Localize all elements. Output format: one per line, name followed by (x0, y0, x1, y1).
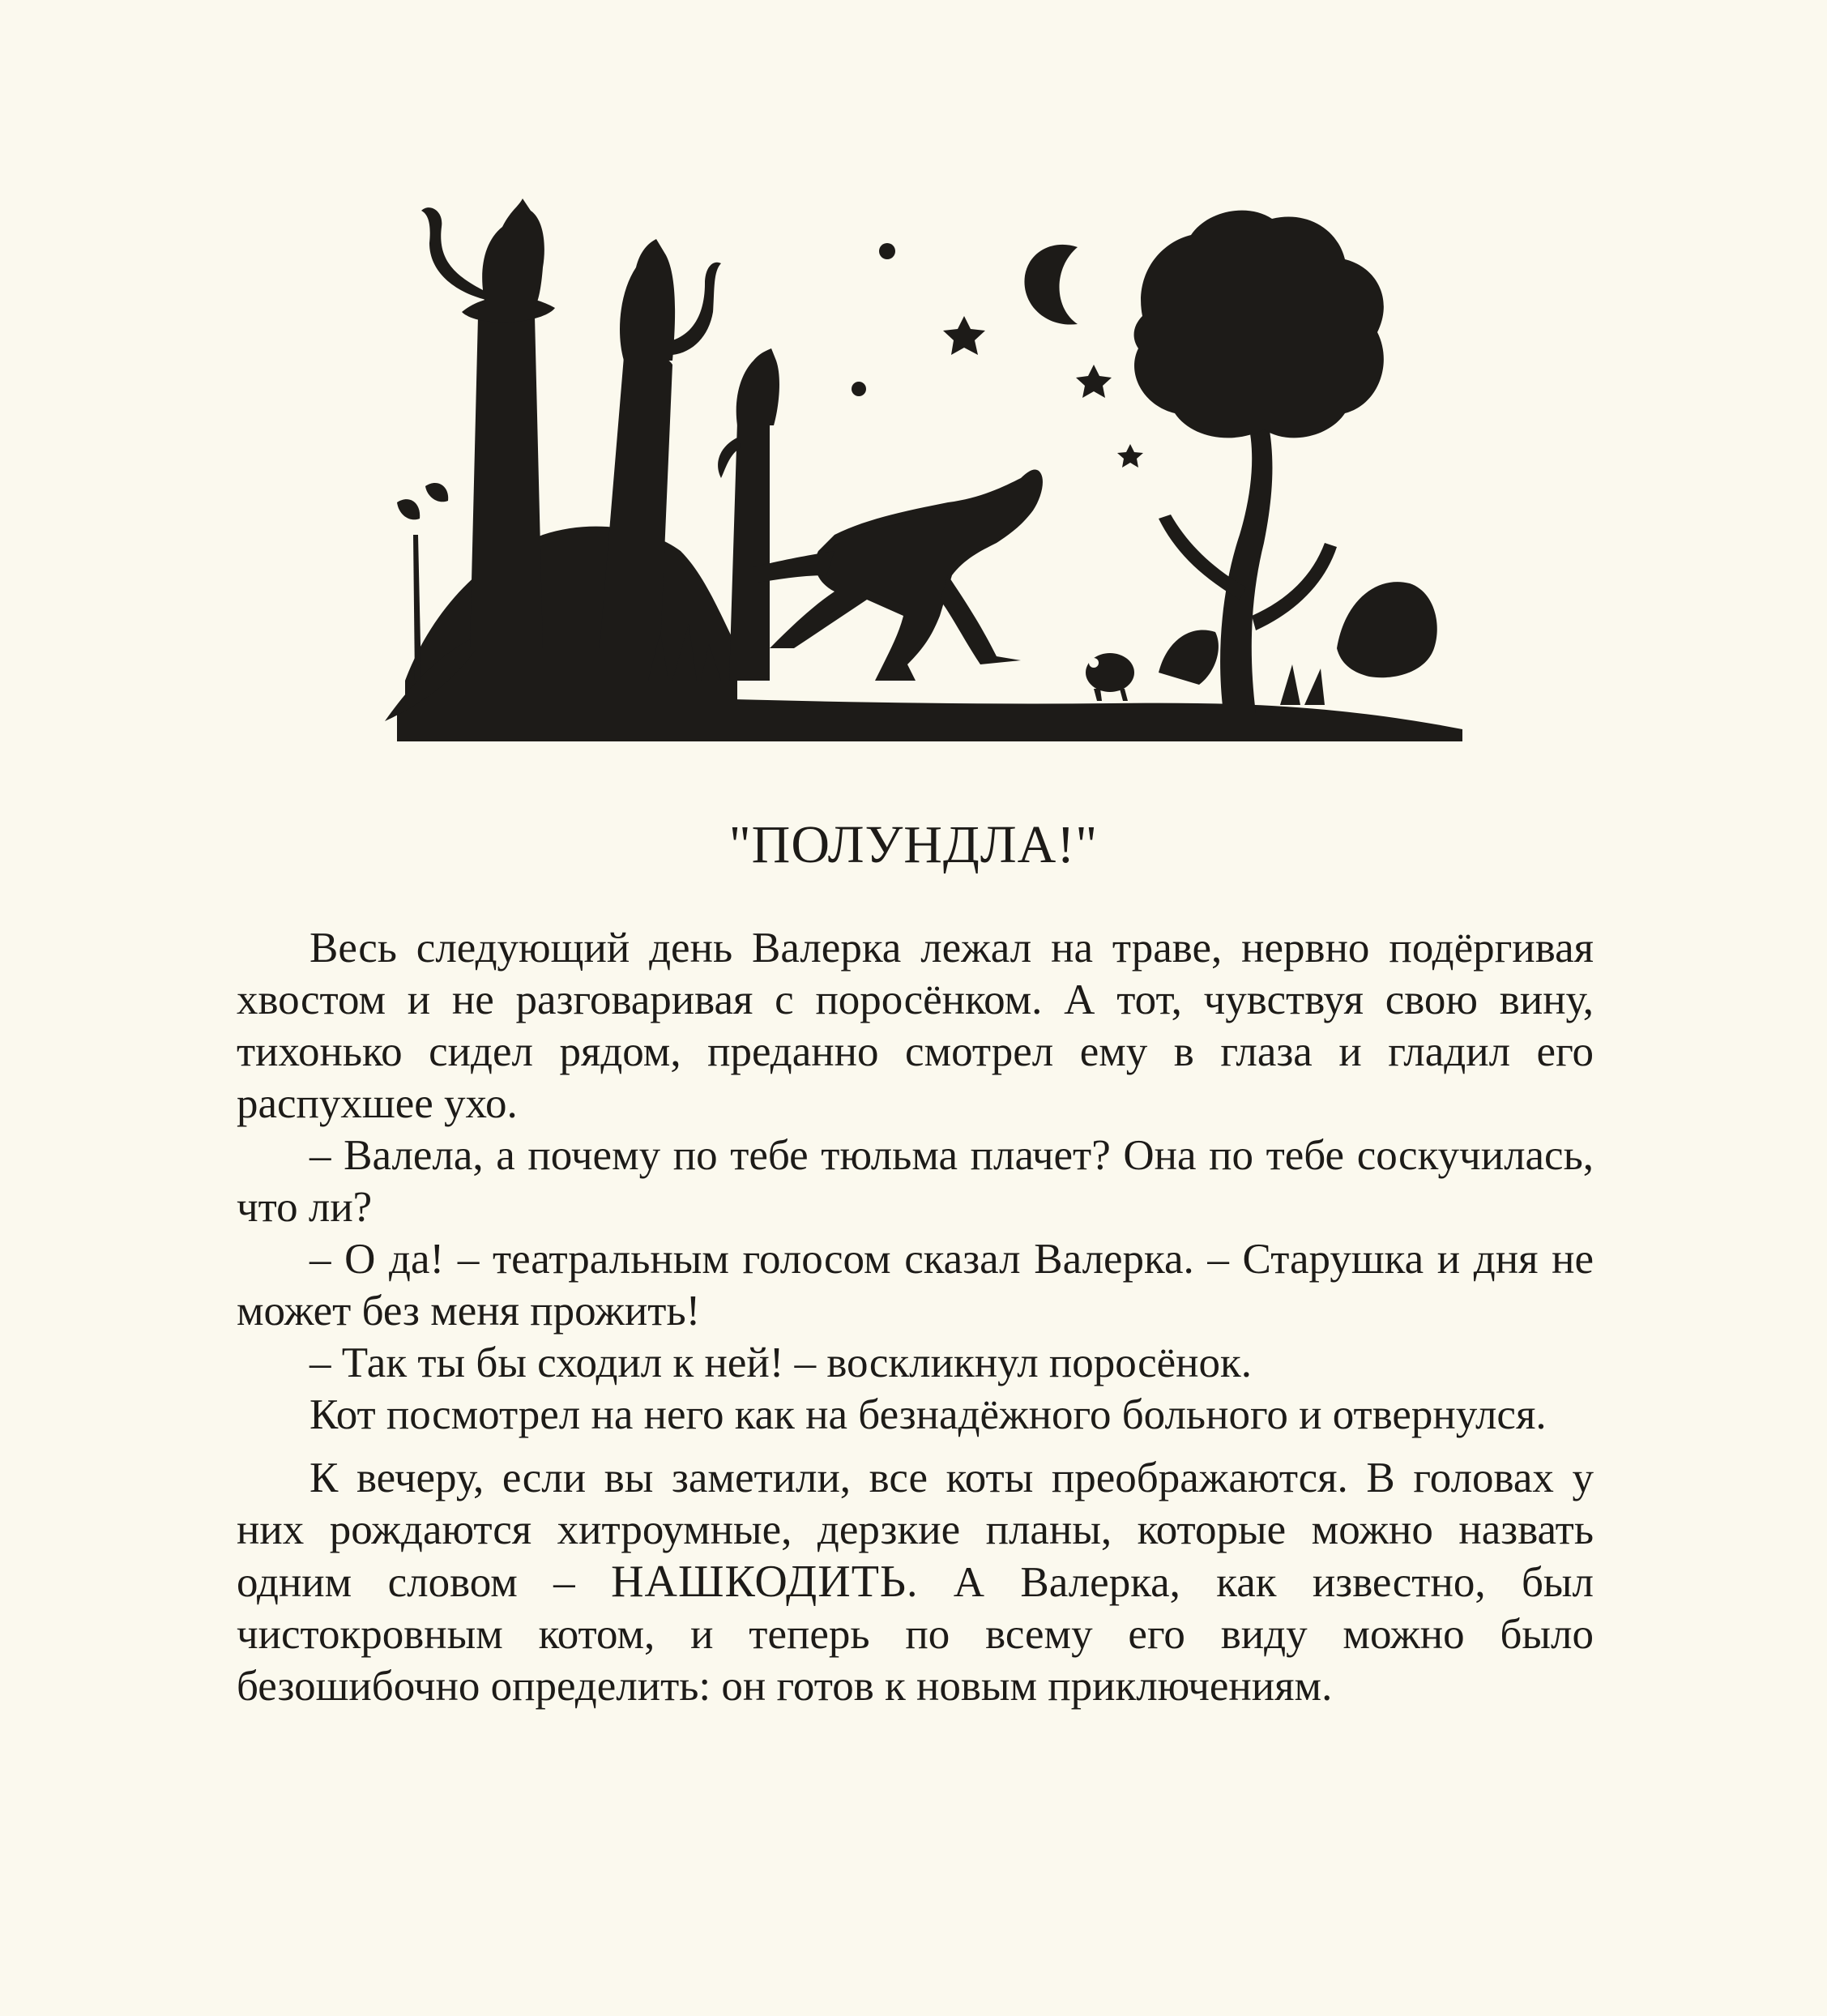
silhouette-illustration (381, 194, 1466, 754)
emphasized-word: НАШКОДИТЬ (611, 1557, 907, 1607)
night-scene-icon (381, 194, 1466, 754)
paragraph: Весь следующий день Валерка лежал на траве, нервно подёргивая хвостом и не разговаривая с поросёнком. А тот, чувствуя свою вину, тихонько сидел рядом, преданно смотрел ему в глаза и гладил его распухшее ухо. (237, 925, 1594, 1127)
paragraph: – О да! – театральным голосом сказал Валерка. – Старушка и дня не может без меня прожить! (237, 1236, 1594, 1335)
paragraph-text: К вечеру, если вы заметили, все коты преображаются. В головах у них рождаются хитроумные, дерзкие планы, которые можно назвать одним словом – (237, 1454, 1594, 1606)
chapter-title: "ПОЛУНДЛА!" (728, 815, 1099, 874)
paragraph (237, 1452, 1594, 1712)
paragraph: Кот посмотрел на него как на безнадёжного больного и отвернулся. (309, 1391, 1547, 1438)
story-text (237, 922, 1594, 1712)
paragraph: – Валела, а почему по тебе тюльма плачет? Она по тебе соскучилась, что ли? (237, 1132, 1594, 1231)
paragraph-text: . А Валерка, как известно, был чистокровным котом, и теперь по всему его виду можно было безошибочно определить: он готов к новым приключениям. (237, 1559, 1594, 1710)
paragraph: – Так ты бы сходил к ней! – воскликнул поросёнок. (309, 1339, 1253, 1386)
